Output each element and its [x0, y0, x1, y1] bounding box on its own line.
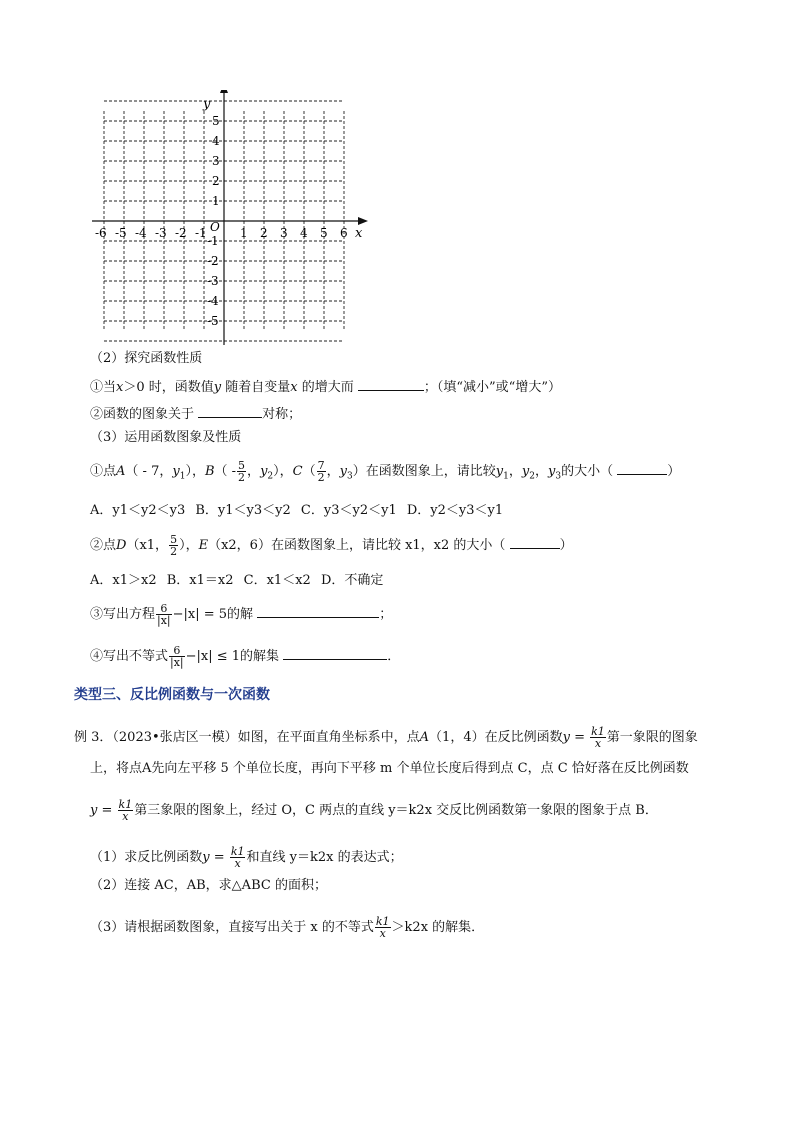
- part3-question1: ①点A（ - 7，$y_1$），B（ - $\frac{5}{2}$ ，$y_2$），C（ $\frac{7}{2}$ ，$y_3$）在函数图象上，请比较$y_1$，$y_2$，$y_3$的大小（ ）: [90, 459, 681, 484]
- option-a[interactable]: A．y1＜y2＜y3: [90, 503, 186, 518]
- x-tick-label: 5: [320, 226, 328, 240]
- fraction-neg-5-2: $\frac{5}{2}$: [238, 459, 246, 484]
- example3-question1: （1）求反比例函数y = $\frac{k1}{x}$ 和直线 y＝k2x 的表达式；: [90, 845, 403, 870]
- option-b[interactable]: B．x1＝x2: [166, 573, 234, 588]
- option-d[interactable]: D．y2＜y3＜y1: [406, 503, 504, 518]
- part2-question1: ①当x＞0 时，函数值y 随着自变量x 的增大而 ；（填“减小”或“增大”）: [90, 377, 561, 396]
- y-tick-label: -5: [207, 314, 219, 328]
- origin-label: O: [210, 220, 220, 234]
- answer-blank[interactable]: [358, 377, 424, 391]
- option-c[interactable]: C．y3＜y2＜y1: [300, 503, 397, 518]
- fraction-k1-x: $\frac{k1}{x}$: [118, 798, 133, 823]
- fraction-7-2: $\frac{7}{2}$: [317, 459, 325, 484]
- option-a[interactable]: A．x1＞x2: [90, 573, 157, 588]
- part3-question2: ②点D（x1， $\frac{5}{2}$ ），E（x2，6）在函数图象上，请比较 x1，x2 的大小（ ）: [90, 533, 573, 558]
- coordinate-grid: [85, 90, 385, 345]
- fraction-6-abs-x: $\frac{6}{|x|}$: [170, 644, 184, 669]
- example3-question2: （2）连接 AC，AB，求△ABC 的面积；: [90, 878, 327, 893]
- options-question2: [90, 573, 389, 589]
- y-axis-arrow-icon: [220, 90, 228, 93]
- fraction-k1-x: $\frac{k1}{x}$: [591, 725, 605, 750]
- x-tick-label: 2: [260, 226, 268, 240]
- answer-blank[interactable]: [198, 404, 262, 418]
- part3-question3: ③写出方程 $\frac{6}{|x|}$ −|x| = 5的解 ；: [90, 602, 393, 627]
- x-axis-label: x: [355, 226, 363, 241]
- example3-line1: 例 3．（2023•张店区一模）如图，在平面直角坐标系中，点A（1，4）在反比例函数y = $\frac{k1}{x}$ 第一象限的图象: [74, 725, 698, 750]
- answer-blank[interactable]: [283, 646, 387, 660]
- fraction-k1-x: $\frac{k1}{x}$: [230, 845, 245, 870]
- example3-line3: y = $\frac{k1}{x}$ 第三象限的图象上，经过 O，C 两点的直线 y＝k2x 交反比例函数第一象限的图象于点 B．: [90, 798, 658, 823]
- y-tick-label: 2: [212, 174, 220, 188]
- x-tick-label: -1: [195, 226, 207, 240]
- y-tick-label: 1: [212, 194, 220, 208]
- axes: [92, 90, 368, 345]
- y-tick-label: 3: [212, 154, 220, 168]
- option-d[interactable]: D．不确定: [320, 573, 384, 588]
- fraction-5-2: $\frac{5}{2}$: [170, 533, 178, 558]
- x-tick-label: -3: [155, 226, 167, 240]
- example3-question3: （3）请根据函数图象，直接写出关于 x 的不等式 $\frac{k1}{x}$ ＞k2x 的解集．: [90, 915, 485, 940]
- options-question1: [90, 503, 509, 519]
- x-tick-labels: [95, 226, 348, 240]
- section-heading: 类型三、反比例函数与一次函数: [74, 687, 270, 703]
- y-tick-label: 4: [212, 134, 220, 148]
- answer-blank[interactable]: [257, 604, 379, 618]
- y-tick-label: -4: [207, 294, 219, 308]
- x-tick-label: 6: [340, 226, 348, 240]
- x-tick-label: -6: [95, 226, 107, 240]
- x-tick-label: 4: [300, 226, 308, 240]
- part2-title: （2）探究函数性质: [90, 351, 203, 366]
- x-tick-label: -4: [135, 226, 147, 240]
- answer-blank[interactable]: [617, 461, 667, 475]
- y-tick-label: -3: [207, 274, 219, 288]
- part3-question4: ④写出不等式 $\frac{6}{|x|}$ −|x| ≤ 1的解集 ．: [90, 644, 401, 669]
- part3-title: （3）运用函数图象及性质: [90, 430, 242, 445]
- y-tick-label: -1: [207, 234, 219, 248]
- x-tick-label: 1: [240, 226, 248, 240]
- x-tick-label: 3: [280, 226, 288, 240]
- x-tick-label: -5: [115, 226, 127, 240]
- answer-blank[interactable]: [510, 535, 560, 549]
- option-b[interactable]: B．y1＜y3＜y2: [195, 503, 291, 518]
- y-axis-label: y: [203, 97, 211, 112]
- option-c[interactable]: C．x1＜x2: [243, 573, 311, 588]
- example3-line2: 上，将点A先向左平移 5 个单位长度，再向下平移 m 个单位长度后得到点 C，点 C 恰好落在反比例函数: [90, 761, 689, 776]
- y-tick-label: -2: [207, 254, 219, 268]
- y-tick-label: 5: [212, 114, 220, 128]
- fraction-6-abs-x: $\frac{6}{|x|}$: [157, 602, 171, 627]
- x-tick-label: -2: [175, 226, 187, 240]
- fraction-k1-x: $\frac{k1}{x}$: [375, 915, 390, 940]
- x-axis-arrow-icon: [358, 217, 368, 225]
- part2-question2: ②函数的图象关于 对称；: [90, 404, 301, 423]
